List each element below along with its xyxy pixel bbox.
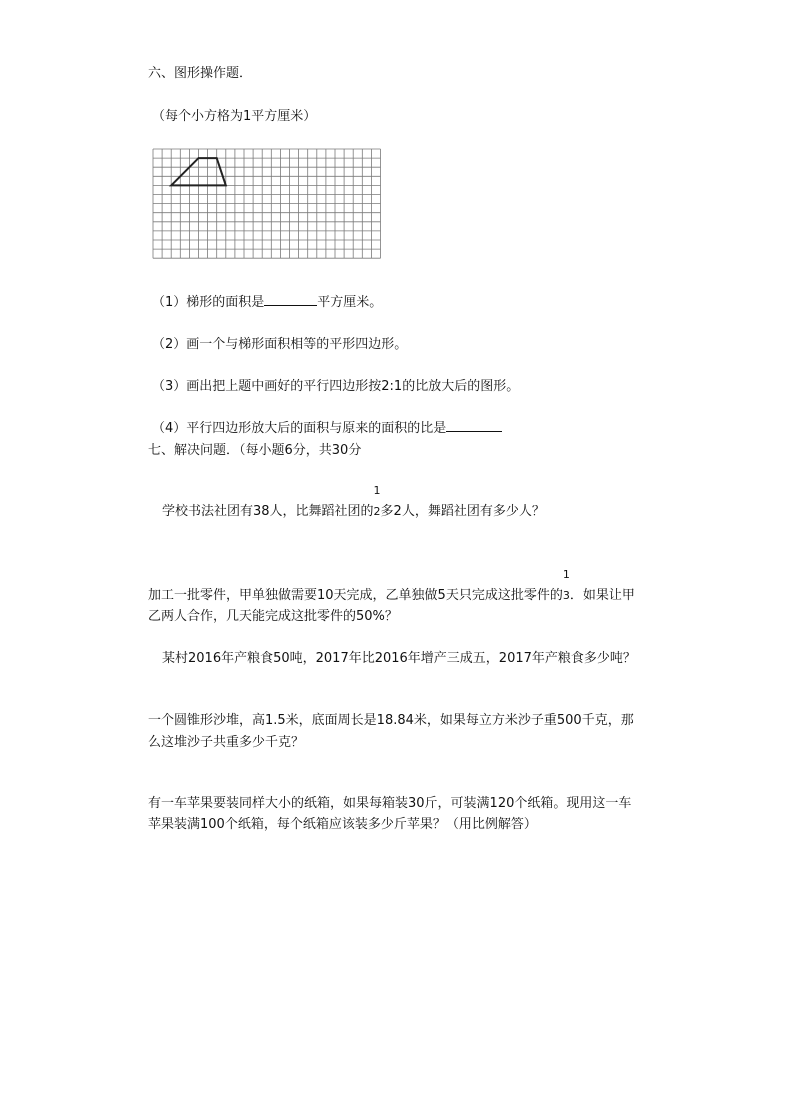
problem-1 [162,484,545,519]
question-1 [152,291,382,310]
problem-5-line-2: 苹果装满100个纸箱，每个纸箱应该装多少斤苹果？（用比例解答） [148,817,537,832]
problem-2-text-a: 加工一批零件，甲单独做需要10天完成，乙单独做5天只完成这批零件的 [148,588,563,603]
question-3: （3）画出把上题中画好的平行四边形按2:1的比放大后的图形。 [152,379,520,394]
fraction-denominator: 2 [373,505,381,518]
fraction-one-third [562,568,570,603]
fraction-numerator: 1 [373,484,381,497]
problem-1-text-b: 多2人，舞蹈社团有多少人？ [380,504,545,519]
problem-2-line-2: 乙两人合作，几天能完成这批零件的50%？ [148,609,398,624]
fraction-numerator: 1 [562,568,570,581]
answer-blank-1[interactable] [264,293,317,306]
problem-5-line-1: 有一车苹果要装同样大小的纸箱，如果每箱装30斤，可装满120个纸箱。现用这一车 [148,796,632,811]
grid-lines [153,149,381,258]
grid-figure [152,148,382,262]
grid-note: （每个小方格为1平方厘米） [152,109,317,124]
problem-4-line-1: 一个圆锥形沙堆，高1.5米，底面周长是18.84米，如果每立方米沙子重500千克，那 [148,713,634,728]
question-4-text: （4）平行四边形放大后的面积与原来的面积的比是 [152,421,447,436]
fraction-denominator: 3 [562,589,570,602]
question-1-text: （1）梯形的面积是 [152,295,265,310]
fraction-one-half [373,484,381,519]
question-1-unit: 平方厘米。 [317,295,383,310]
problem-2-line-1 [148,568,635,603]
section7-title: 七、解决问题．（每小题6分，共30分 [148,443,362,458]
answer-blank-4[interactable] [446,419,502,432]
problem-1-text-a: 学校书法社团有38人，比舞蹈社团的 [162,504,374,519]
problem-3: 某村2016年产粮食50吨，2017年比2016年增产三成五，2017年产粮食多少吨？ [162,651,636,666]
question-4 [152,417,502,436]
section6-title: 六、图形操作题． [148,66,253,81]
problem-2-text-b: ．如果让甲 [569,588,635,603]
problem-4-line-2: 么这堆沙子共重多少千克？ [148,735,305,750]
question-2: （2）画一个与梯形面积相等的平形四边形。 [152,337,408,352]
